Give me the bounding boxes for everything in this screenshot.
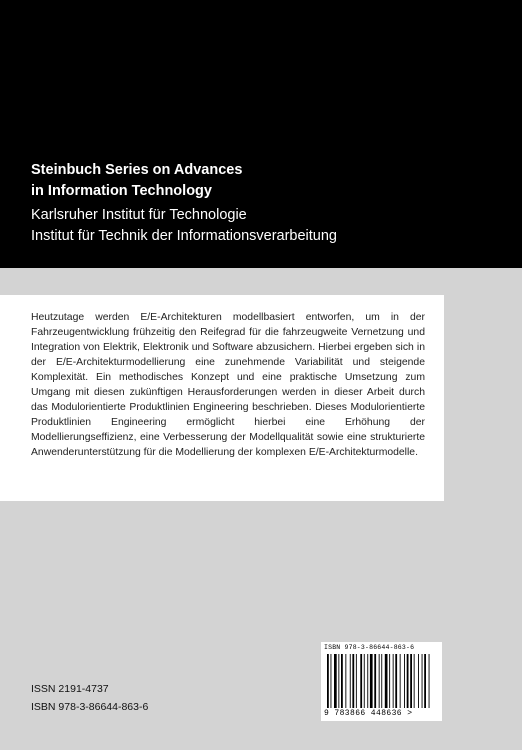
series-title-line-2: in Information Technology: [31, 183, 212, 199]
barcode-bar: [350, 654, 351, 708]
issn-text: ISSN 2191-4737: [31, 683, 109, 695]
barcode-bar: [352, 654, 354, 708]
barcode-bar: [414, 654, 415, 708]
barcode-bar: [334, 654, 337, 708]
barcode-bar: [374, 654, 376, 708]
barcode-bar: [429, 654, 430, 708]
institution-line-1: Karlsruher Institut für Technologie: [31, 207, 247, 223]
barcode-bar: [356, 654, 357, 708]
institution: [31, 205, 337, 246]
abstract-text: Heutzutage werden E/E-Architekturen modellbasiert entworfen, um in der Fahrzeugentwicklung frühzeitig den Reifegrad für die fahrzeugweite Vernetzung und Integration von Elektrik, Elektronik und Software abzusichern. Hierbei ergeben sich in der E/E-Architekturmodellierung eine zunehmende Variabilität und steigende Komplexität. Ein methodisches Konzept und eine praktische Umsetzung zum Umgang mit diesen zukünftigen Herausforderungen werden in dieser Arbeit durch das Modulorientierte Produktlinien Engineering beschrieben. Dieses Modulorientierte Produktlinien Engineering ermöglicht hierbei eine Erhöhung der Modellierungseffizienz, eine Verbesserung der Modellqualität sowie eine strukturierte Anwenderunterstützung für die Modellierung der komplexen E/E-Architekturmodelle.: [31, 312, 425, 458]
barcode-bar: [389, 654, 390, 708]
barcode-bar: [410, 654, 412, 708]
barcode-bar: [404, 654, 405, 708]
barcode-bar: [364, 654, 365, 708]
barcode: [321, 642, 442, 721]
series-title: [31, 160, 242, 202]
barcode-bar: [381, 654, 382, 708]
barcode-bar: [338, 654, 339, 708]
barcode-bar: [418, 654, 419, 708]
identifiers: [31, 680, 148, 716]
barcode-bar: [345, 654, 346, 708]
barcode-isbn-label: ISBN 978-3-86644-863-6: [324, 644, 415, 651]
isbn-text: ISBN 978-3-86644-863-6: [31, 701, 149, 713]
barcode-bar: [367, 654, 368, 708]
barcode-bar: [379, 654, 380, 708]
series-title-line-1: Steinbuch Series on Advances: [31, 162, 243, 178]
header-band: [0, 0, 522, 268]
abstract-panel: [0, 295, 444, 501]
barcode-bar: [407, 654, 409, 708]
barcode-bar: [385, 654, 388, 708]
barcode-bar: [400, 654, 401, 708]
barcode-bar: [393, 654, 394, 708]
barcode-bar: [360, 654, 362, 708]
institution-line-2: Institut für Technik der Informationsverarbeitung: [31, 227, 338, 244]
barcode-bar: [341, 654, 343, 708]
barcode-digits: 9 783866 448636 >: [324, 709, 413, 718]
barcode-bar: [370, 654, 373, 708]
barcode-bar: [395, 654, 397, 708]
barcode-bar: [422, 654, 423, 708]
barcode-bar: [331, 654, 332, 708]
barcode-bar: [327, 654, 329, 708]
barcode-bar: [424, 654, 426, 708]
barcode-bars: [327, 654, 435, 710]
